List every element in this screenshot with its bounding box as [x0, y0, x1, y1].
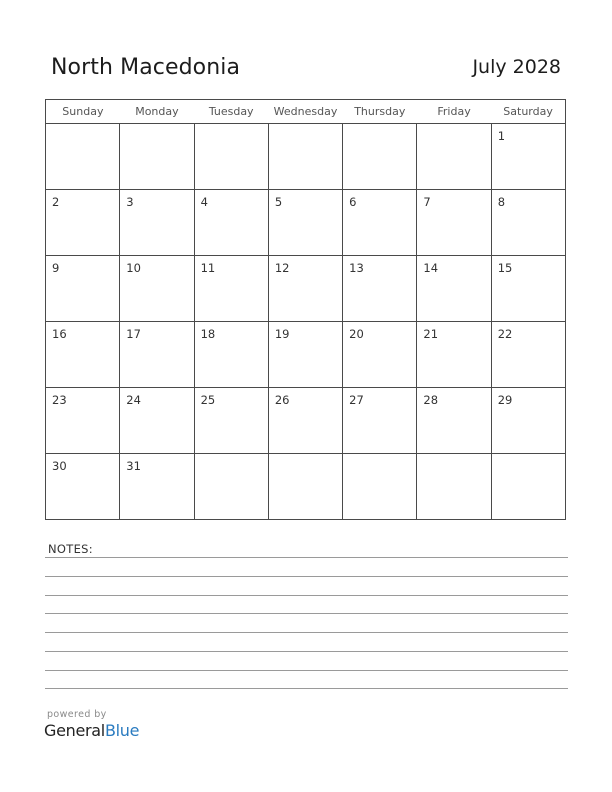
notes-line: [45, 651, 568, 652]
weekday-header-row: [46, 100, 566, 124]
week-row: [46, 454, 566, 520]
day-cell: [343, 388, 417, 454]
day-number: 30: [52, 459, 67, 473]
weekday-header: Thursday: [343, 100, 417, 124]
day-cell: [343, 256, 417, 322]
day-cell: [268, 256, 342, 322]
weekday-header: Monday: [120, 100, 194, 124]
day-number: 17: [126, 327, 141, 341]
day-cell: [417, 454, 491, 520]
day-number: 3: [126, 195, 134, 209]
powered-by-text: powered by: [47, 709, 107, 720]
day-cell: [343, 322, 417, 388]
day-cell: [120, 454, 194, 520]
day-number: 18: [200, 327, 216, 341]
weekday-header: Tuesday: [194, 100, 268, 124]
day-cell: [417, 124, 491, 190]
day-cell: [417, 256, 491, 322]
day-cell: [491, 454, 565, 520]
day-number: [343, 454, 416, 459]
day-cell: [194, 256, 268, 322]
day-number: [120, 124, 193, 129]
day-cell: [120, 124, 194, 190]
calendar-country-title: North Macedonia: [51, 55, 241, 80]
day-number: [195, 124, 268, 129]
day-cell: [491, 322, 565, 388]
day-cell: [268, 388, 342, 454]
day-cell: [417, 322, 491, 388]
day-number: [343, 124, 416, 129]
day-cell: [120, 322, 194, 388]
day-number: 6: [349, 195, 357, 209]
day-number: [195, 454, 268, 459]
day-number: 7: [423, 195, 431, 209]
day-cell: [491, 124, 565, 190]
notes-line: [45, 557, 568, 558]
day-cell: [46, 454, 120, 520]
day-number: 28: [423, 393, 439, 407]
day-number: [269, 124, 342, 129]
day-cell: [491, 388, 565, 454]
day-cell: [268, 190, 342, 256]
day-cell: [46, 124, 120, 190]
day-cell: [194, 454, 268, 520]
day-number: 22: [497, 327, 513, 341]
day-number: 27: [349, 393, 364, 407]
day-number: 4: [200, 195, 208, 209]
day-number: 10: [126, 261, 141, 275]
day-cell: [194, 388, 268, 454]
day-number: 19: [274, 327, 290, 341]
weekday-header: Saturday: [491, 100, 565, 124]
weekday-header: Friday: [417, 100, 491, 124]
day-number: 21: [423, 327, 439, 341]
day-cell: [343, 124, 417, 190]
notes-line: [45, 613, 568, 614]
day-cell: [120, 190, 194, 256]
week-row: [46, 256, 566, 322]
day-number: 1: [497, 129, 506, 143]
day-number: 8: [497, 195, 506, 209]
day-number: 9: [52, 261, 60, 275]
day-cell: [343, 190, 417, 256]
day-number: 29: [497, 393, 513, 407]
day-number: [269, 454, 342, 459]
day-cell: [46, 322, 120, 388]
day-cell: [46, 256, 120, 322]
week-row: [46, 190, 566, 256]
day-number: 31: [126, 459, 141, 473]
day-number: [492, 454, 565, 459]
notes-line: [45, 576, 568, 577]
week-row: [46, 322, 566, 388]
day-number: 24: [126, 393, 141, 407]
day-number: 11: [200, 261, 216, 275]
day-cell: [120, 388, 194, 454]
day-cell: [46, 190, 120, 256]
generalblue-logo: [44, 721, 139, 740]
day-cell: [120, 256, 194, 322]
day-cell: [194, 322, 268, 388]
notes-line: [45, 595, 568, 596]
brand-general: General: [44, 721, 105, 740]
calendar-grid: [45, 99, 566, 520]
day-number: 12: [274, 261, 290, 275]
day-number: [417, 124, 490, 129]
day-number: 5: [274, 195, 283, 209]
week-row: [46, 388, 566, 454]
day-cell: [343, 454, 417, 520]
day-number: 13: [349, 261, 364, 275]
notes-line: [45, 670, 568, 671]
day-number: 15: [497, 261, 513, 275]
day-cell: [491, 190, 565, 256]
day-number: 26: [274, 393, 290, 407]
day-number: 23: [52, 393, 67, 407]
calendar-month-title: July 2028: [472, 56, 561, 78]
notes-line: [45, 632, 568, 633]
day-number: 25: [200, 393, 216, 407]
notes-label: NOTES:: [48, 542, 93, 556]
notes-line: [45, 688, 568, 689]
day-number: [46, 124, 119, 129]
brand-blue: Blue: [104, 721, 140, 740]
day-number: 2: [52, 195, 60, 209]
day-number: [417, 454, 490, 459]
day-number: 14: [423, 261, 439, 275]
weekday-header: Wednesday: [268, 100, 342, 124]
day-cell: [268, 322, 342, 388]
day-cell: [194, 124, 268, 190]
day-cell: [46, 388, 120, 454]
day-cell: [417, 190, 491, 256]
day-cell: [194, 190, 268, 256]
day-cell: [417, 388, 491, 454]
day-number: 16: [52, 327, 67, 341]
day-cell: [491, 256, 565, 322]
day-cell: [268, 454, 342, 520]
weekday-header: Sunday: [46, 100, 120, 124]
day-number: 20: [349, 327, 364, 341]
week-row: [46, 124, 566, 190]
day-cell: [268, 124, 342, 190]
